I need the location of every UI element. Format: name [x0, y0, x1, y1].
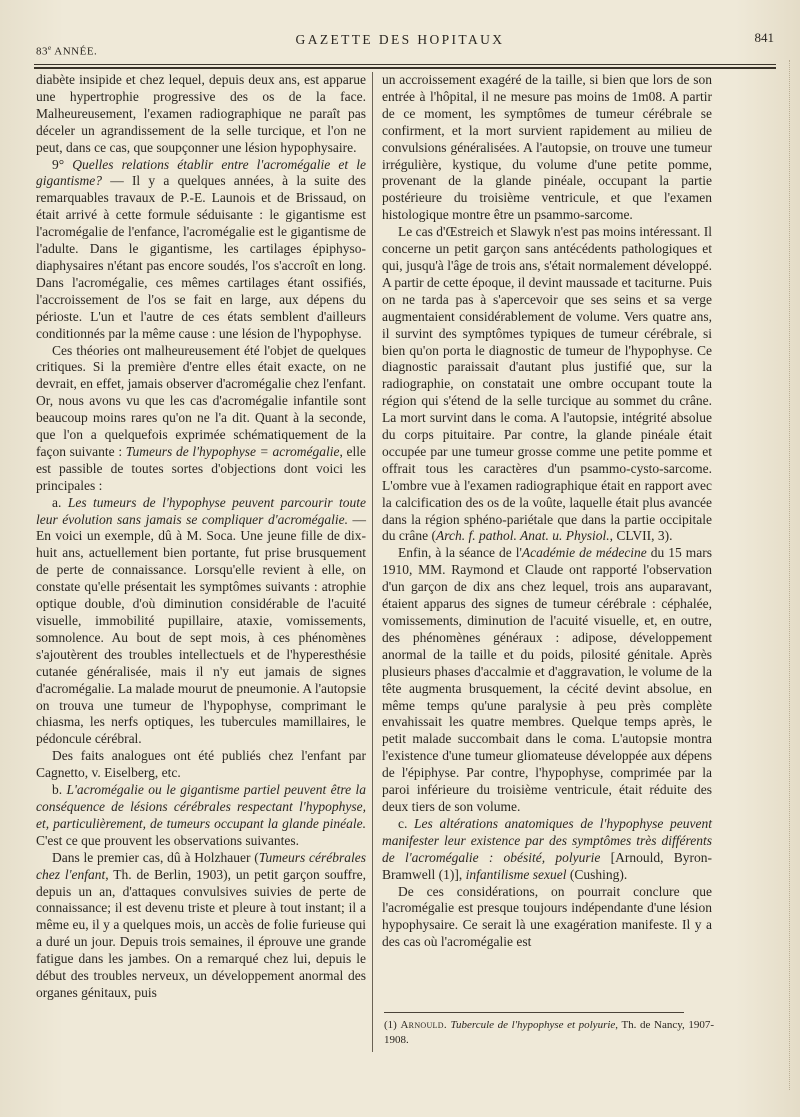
- year-sup: e: [48, 44, 52, 52]
- point-text: — En voici un exemple, dû à M. Soca. Une jeune fille de dix-huit ans, actuellement bien portante, fut prise brusquement de perte de connaissance. Lorsqu'elle revient à elle, on constate qu'elle présentait les symptômes suivants : atrophie optique double, d'où diminution considérable de l'acuité visuelle, immobilité pupillaire, ataxie, vomissements, somnolence. Au bout de sept mois, à ces phénomènes s'ajoutèrent des troubles intellectuels et de l'hyperesthésie cutanée généralisée, mais il n'y eut jamais de signes d'acromégalie. La malade mourut de pneumonie. A l'autopsie on trouva une tumeur de l'hypophyse, comprimant le chiasma, les nerfs optiques, les tubercules mamillaires, le pédoncule cérébral.: [36, 511, 366, 747]
- paragraph: De ces considérations, on pourrait conclure que l'acromégalie est presque toujours indépendante d'une lésion hypophysaire. Ce serait là une exagération manifeste. Il y a des cas où l'acromégalie est: [382, 883, 712, 950]
- paragraph: Des faits analogues ont été publiés chez l'enfant par Cagnetto, v. Eiselberg, etc.: [36, 748, 366, 781]
- paragraph-text: , Th. de Berlin, 1903), un petit garçon souffre, depuis un an, d'attaques convulsives suivies de perte de connaissance; il est devenu triste et pleure à tout instant; il a même eu, il y a quelques mois, un accès de folie furieuse qui a duré un jour. Depuis trois semaines, il éprouve une grande fatigue dans les jambes. On a remarqué chez lui, depuis le début des troubles nerveux, un développement anormal des organes génitaux, puis: [36, 866, 367, 1000]
- paragraph: [382, 224, 712, 545]
- point-text: [Arnould, Byron-Bramwell (1)],: [382, 849, 712, 882]
- paragraph-text: Ces théories ont malheureusement été l'objet de quelques critiques. Si la première d'entre elles était exacte, on ne devrait, en effet, jamais observer d'acromégalie chez l'enfant. Or, nous avons vu que les cas d'acromégalie infantile sont beaucoup moins rares qu'on ne l'a dit. Quant à la seconde, que l'on a quelquefois exprimée schématiquement de la façon suivante :: [36, 342, 366, 459]
- footnote: [384, 1018, 714, 1048]
- point-text: C'est ce que prouvent les observations suivantes.: [36, 832, 299, 848]
- point-title: Les tumeurs de l'hypophyse peuvent parcourir toute leur évolution sans jamais se compliquer d'acromégalie.: [36, 494, 366, 527]
- footnote-author: Arnould.: [400, 1019, 447, 1031]
- paragraph: [36, 850, 366, 1002]
- footnote-title: Tubercule de l'hypophyse et polyurie: [446, 1019, 616, 1031]
- point-title: L'acromégalie ou le gigantisme partiel peuvent être la conséquence de lésions cérébrales respectant l'hypophyse, et, particulièrement, de tumeurs occupant la glande pinéale.: [36, 782, 367, 831]
- paragraph-section-9: [36, 157, 366, 343]
- reference-title: Académie de médecine: [521, 545, 647, 561]
- paragraph: [382, 545, 712, 816]
- point-title: infantilisme sexuel: [465, 866, 567, 882]
- footnote-text: , Th. de Nancy, 1907-1908.: [384, 1019, 715, 1046]
- paragraph: [36, 343, 366, 495]
- point-title: Les altérations anatomiques de l'hypophyse peuvent manifester leur existence par des symptômes très différents de l'acromégalie : obésité, polyurie: [382, 815, 712, 865]
- year-number: 83: [36, 45, 48, 58]
- point-label: c.: [398, 815, 415, 831]
- paragraph: diabète insipide et chez lequel, depuis deux ans, est apparue une hypertrophie progressive des os de la face. Malheureusement, l'examen radiographique ne paraît pas déceler un agrandissement de la selle turcique, et l'on ne peut, dans ce cas, que soupçonner une lésion hypophysaire.: [36, 72, 366, 155]
- paragraph-text: , CLVII, 3).: [609, 528, 673, 544]
- header-rule-thick: [34, 67, 776, 69]
- footnote-mark: (1): [384, 1019, 401, 1031]
- formula: Tumeurs de l'hypophyse = acromégalie: [125, 443, 340, 459]
- header-rule-thin: [34, 64, 776, 65]
- section-number: 9°: [52, 156, 73, 172]
- paragraph-point-a: [36, 495, 366, 749]
- paragraph-text: Le cas d'Œstreich et Slawyk n'est pas moins intéressant. Il concerne un petit garçon sans antécédents pathologiques et qui, jusqu'à l'âge de trois ans, s'était normalement développé. A partir de cette époque, il devint maussade et taciturne. Puis on ne tarda pas à s'apercevoir que ses seins et sa verge augmentaient considérablement de volume. Vers quatre ans, il survint des symptômes typiques de tumeur cérébrale, si bien qu'on porta le diagnostic de tumeur de l'hypophyse. Ce diagnostic paraissait d'autant plus justifié que, sur la radiographie, on constatait une ombre occupant toute la région qui s'étend de la selle turcique au sommet du crâne. La mort survint dans le coma. A l'autopsie, intégrité absolue du corps pituitaire. Par contre, la glande pinéale était occupée par une tumeur grosse comme une petite pomme et offrait tous les caractères d'un psammo-cysto-sarcome. L'ombre vue à l'examen radiographique était en rapport avec la calcification des os de la voûte, laquelle était plus avancée dans la région sphéno-pariétale que dans la partie occipitale du crâne (: [382, 224, 712, 544]
- paragraph-text: Enfin, à la séance de l': [398, 545, 522, 561]
- paragraph-text: , elle est passible de toutes sortes d'objections dont voici les principales :: [36, 443, 366, 493]
- paragraph: un accroissement exagéré de la taille, si bien que lors de son entrée à l'hôpital, il ne mesure pas moins de 1m08. A partir de ce moment, les symptômes de tumeur cérébrale se confirment, et la mort survient rapidement au milieu de convulsions généralisées. A l'autopsie, on trouve une tumeur irrégulière, kystique, du volume d'une petite pomme, provenant de la glande pinéale, occupant la partie postérieure du troisième ventricule, et que l'examen histologique montre être un psammo-sarcome.: [382, 72, 712, 223]
- point-text: (Cushing).: [566, 866, 628, 882]
- reference-title: Arch. f. pathol. Anat. u. Physiol.: [435, 528, 610, 544]
- paragraph-point-b: [36, 782, 366, 850]
- paragraph-text: Dans le premier cas, dû à Holzhauer (: [52, 849, 259, 865]
- paragraph-text: du 15 mars 1910, MM. Raymond et Claude ont rapporté l'observation d'un garçon de dix ans chez lequel, trois ans auparavant, étaient apparus des signes de tumeur cérébrale : céphalée, vomissements, diminution de l'acuité visuelle, et, en outre, des phénomènes généraux : adipose, développement anormal de la taille et du poids, pilosité génitale. Après plusieurs phases d'accalmie et d'aggravation, le volume de la tête augmenta brusquement, la cécité devint absolue, en même temps qu'une paralysie à peu près complète envahissait les quatre membres. Quelque temps après, le petit malade succombait dans le coma. L'autopsie montra l'existence d'une tumeur gliomateuse développée aux dépens de l'épiphyse. Par contre, l'hypophyse, comprimée par la paroi inférieure du troisième ventricule, était réduite des deux tiers de son volume.: [382, 545, 712, 814]
- journal-title: GAZETTE DES HOPITAUX: [295, 32, 505, 47]
- point-label: a.: [52, 494, 68, 510]
- page-header: [0, 30, 800, 58]
- point-label: b.: [52, 782, 67, 798]
- reference-title: Tumeurs cérébrales chez l'enfant: [36, 849, 366, 882]
- section-title: Quelles relations établir entre l'acromégalie et le gigantisme?: [36, 156, 366, 189]
- paragraph-point-c: [382, 816, 712, 884]
- page-edge-mark: [789, 60, 790, 1090]
- column-divider: [372, 72, 373, 1052]
- section-text: — Il y a quelques années, à la suite des remarquables travaux de P.-E. Launois et de Brissaud, on était arrivé à cette formule séduisante : le gigantisme est l'acromégalie de l'enfance, l'acromégalie est le gigantisme de l'adulte. Dans le gigantisme, les cartilages épiphyso-diaphysaires n'étant pas encore soudés, l'os s'accroît en long. Dans l'acromégalie, ces mêmes cartilages étant ossifiés, l'accroissement de l'os se fait en large, aux dépens du périoste. L'un et l'autre de ces états semblent d'ailleurs conditionnés par la même cause : une lésion de l'hypophyse.: [36, 173, 366, 341]
- right-column: [382, 72, 712, 951]
- left-column: [36, 72, 366, 1002]
- footnote-rule: [384, 1012, 684, 1013]
- year-text: ANNÉE.: [54, 45, 98, 58]
- page-number: 841: [754, 30, 774, 45]
